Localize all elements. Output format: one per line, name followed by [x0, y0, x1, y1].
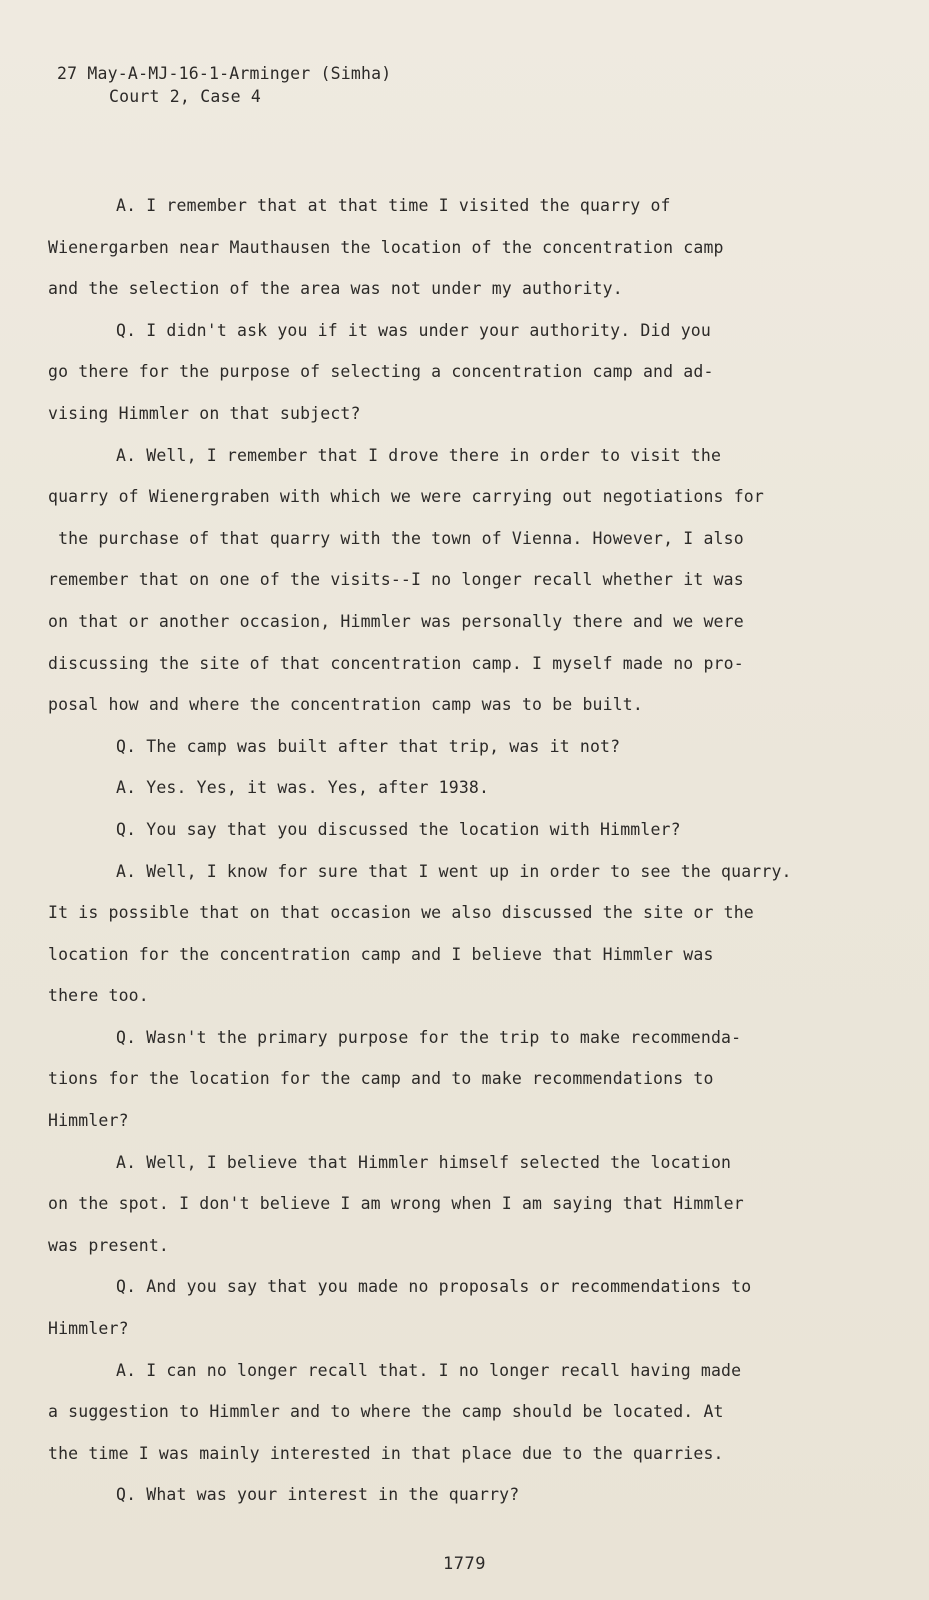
- transcript-line: Wienergarben near Mauthausen the location of the concentration camp: [48, 237, 724, 257]
- transcript-line: Q. The camp was built after that trip, was it not?: [116, 736, 621, 756]
- transcript-line: on the spot. I don't believe I am wrong when I am saying that Himmler: [48, 1194, 744, 1214]
- transcript-line: Q. I didn't ask you if it was under your authority. Did you: [116, 320, 711, 340]
- transcript-line: on that or another occasion, Himmler was personally there and we were: [48, 611, 744, 631]
- transcript-line: A. Yes. Yes, it was. Yes, after 1938.: [116, 778, 490, 798]
- transcript-line: Q. What was your interest in the quarry?: [116, 1485, 520, 1505]
- transcript-line: A. Well, I remember that I drove there in order to visit the: [116, 445, 722, 465]
- transcript-line: the time I was mainly interested in that place due to the quarries.: [48, 1443, 724, 1463]
- transcript-line: tions for the location for the camp and to make recommendations to: [48, 1069, 714, 1089]
- transcript-line: quarry of Wienergraben with which we were carrying out negotiations for: [48, 487, 764, 507]
- transcript-line: Q. You say that you discussed the location with Himmler?: [116, 819, 681, 839]
- transcript-line: there too.: [48, 986, 149, 1006]
- transcript-line: A. I can no longer recall that. I no longer recall having made: [116, 1360, 742, 1380]
- page-number: 1779: [443, 1554, 486, 1574]
- transcript-body: [48, 185, 823, 1516]
- transcript-line: A. I remember that at that time I visited the quarry of: [116, 196, 671, 215]
- transcript-line: Q. And you say that you made no proposals or recommendations to: [116, 1277, 752, 1297]
- transcript-line: was present.: [48, 1235, 170, 1255]
- header-reference-line: 27 May-A-MJ-16-1-Arminger (Simha): [57, 64, 392, 83]
- transcript-line: remember that on one of the visits--I no longer recall whether it was: [48, 570, 744, 590]
- transcript-line: A. Well, I know for sure that I went up in order to see the quarry.: [116, 861, 792, 881]
- transcript-line: It is possible that on that occasion we also discussed the site or the: [48, 903, 754, 923]
- transcript-line: Q. Wasn't the primary purpose for the trip to make recommenda-: [116, 1027, 742, 1047]
- transcript-line: Himmler?: [48, 1319, 129, 1339]
- transcript-line: vising Himmler on that subject?: [48, 403, 361, 423]
- transcript-line: discussing the site of that concentration camp. I myself made no pro-: [48, 653, 744, 673]
- document-header: [57, 62, 391, 108]
- transcript-line: Himmler?: [48, 1111, 129, 1131]
- transcript-line: A. Well, I believe that Himmler himself selected the location: [116, 1152, 732, 1172]
- transcript-line: the purchase of that quarry with the town of Vienna. However, I also: [48, 528, 744, 548]
- transcript-line: go there for the purpose of selecting a concentration camp and ad-: [48, 362, 714, 382]
- transcript-line: posal how and where the concentration camp was to be built.: [48, 695, 643, 715]
- transcript-line: a suggestion to Himmler and to where the camp should be located. At: [48, 1402, 724, 1422]
- header-court-case-line: Court 2, Case 4: [109, 87, 262, 106]
- transcript-line: location for the concentration camp and I believe that Himmler was: [48, 944, 714, 964]
- transcript-line: and the selection of the area was not under my authority.: [48, 279, 623, 299]
